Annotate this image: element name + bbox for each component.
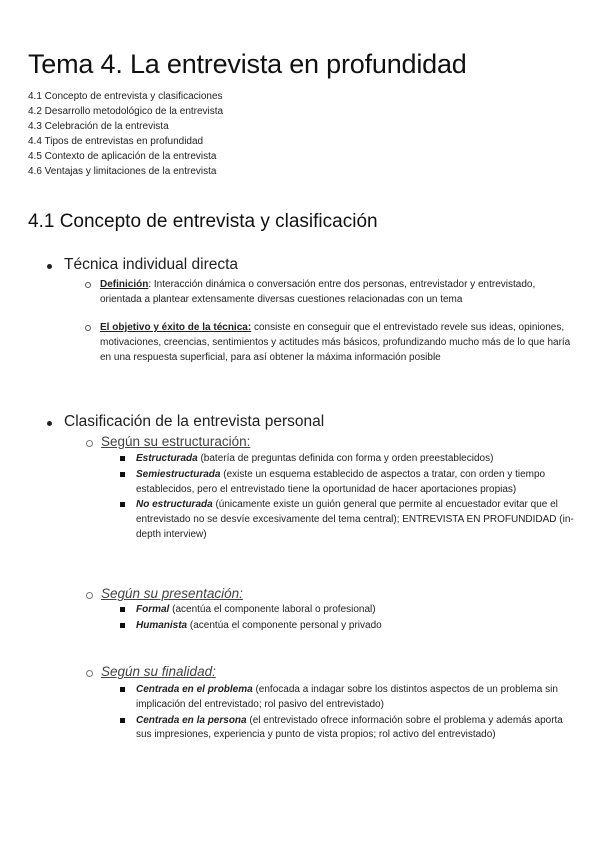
square-bullet-icon — [120, 607, 125, 612]
item-term: Centrada en el problema — [136, 684, 253, 695]
square-bullet-icon — [120, 687, 125, 692]
list-item — [136, 714, 576, 744]
item-term: Semiestructurada — [136, 468, 221, 480]
item-term: Centrada en la persona — [136, 714, 247, 726]
list-item — [136, 619, 576, 634]
item-desc: (únicamente existe un guión general que permite al encuestador evitar que el entrevistado no se desvíe excesivamente del tema central); ENTREVISTA EN PROFUNDIDAD (in-depth interview) — [136, 499, 574, 540]
objetivo-paragraph — [100, 321, 575, 365]
item-desc: (el entrevistado ofrece información sobre el problema y además aporta sus impresiones, experiencia y punto de vista propios; rol activo del entrevistado) — [136, 714, 563, 741]
objetivo-label: El objetivo y éxito de la técnica: — [100, 322, 252, 333]
toc-item: 4.6 Ventajas y limitaciones de la entrevista — [28, 166, 217, 177]
toc-item: 4.4 Tipos de entrevistas en profundidad — [28, 136, 204, 147]
toc-item: 4.3 Celebración de la entrevista — [28, 121, 169, 132]
hollow-bullet-icon — [86, 440, 93, 447]
square-bullet-icon — [120, 472, 125, 477]
bullet-clasificacion-label: Clasificación de la entrevista personal — [64, 413, 325, 430]
objetivo-text: consiste en conseguir que el entrevistado revele sus ideas, opiniones, motivaciones, creencias, sentimientos y actitudes más básicos, profundizando mucho más de lo que haría en una respuesta superficial, para así obtener la máxima información posible — [100, 322, 571, 363]
subhead-finalidad-label: Según su finalidad: — [101, 664, 216, 679]
square-bullet-icon — [120, 502, 125, 507]
definicion-text: : Interacción dinámica o conversación entre dos personas, entrevistador y entrevistado, orientada a plantear extensamente diversas cuestiones relacionadas con un tema — [100, 279, 536, 305]
list-item — [136, 452, 576, 467]
definicion-label: Definición — [100, 279, 149, 290]
hollow-bullet-icon — [85, 325, 91, 331]
subhead-presentacion-label: Según su presentación: — [101, 586, 243, 601]
item-desc: (batería de preguntas definida con forma y orden preestablecidos) — [197, 453, 494, 464]
item-desc: (enfocada a indagar sobre los distintos aspectos de un problema sin implicación del entrevistado; rol pasivo del entrevistado) — [136, 684, 558, 710]
list-item — [136, 603, 576, 618]
item-term: No estructurada — [136, 499, 213, 511]
toc-item: 4.1 Concepto de entrevista y clasificaciones — [28, 91, 223, 102]
toc-item: 4.2 Desarrollo metodológico de la entrevista — [28, 106, 224, 117]
bullet-dot-icon — [47, 264, 52, 269]
definicion-paragraph — [100, 278, 575, 308]
item-term: Estructurada — [136, 453, 198, 464]
table-of-contents — [28, 89, 223, 179]
hollow-bullet-icon — [86, 592, 93, 599]
list-item — [136, 683, 576, 713]
square-bullet-icon — [120, 623, 125, 628]
presentacion-list — [136, 603, 576, 635]
list-item — [136, 498, 576, 542]
square-bullet-icon — [120, 456, 125, 461]
item-desc: (acentúa el componente personal y privado — [187, 619, 382, 631]
estructuracion-list — [136, 452, 576, 544]
list-item — [136, 468, 576, 498]
section-heading: 4.1 Concepto de entrevista y clasificación — [28, 211, 378, 232]
item-desc: (existe un esquema establecido de aspectos a tratar, con orden y tiempo establecidos, pero el entrevistado tiene la oportunidad de hacer aportaciones propias) — [136, 468, 546, 495]
subhead-estructuracion-label: Según su estructuración: — [101, 434, 251, 449]
item-desc: (acentúa el componente laboral o profesional) — [169, 604, 376, 615]
hollow-bullet-icon — [86, 670, 93, 677]
bullet-dot-icon — [47, 421, 52, 426]
bullet-tecnica-label: Técnica individual directa — [64, 256, 239, 273]
toc-item: 4.5 Contexto de aplicación de la entrevista — [28, 151, 217, 162]
item-term: Formal — [136, 604, 170, 615]
document-title: Tema 4. La entrevista en profundidad — [28, 49, 467, 79]
square-bullet-icon — [120, 718, 125, 723]
item-term: Humanista — [136, 619, 188, 631]
finalidad-list — [136, 683, 576, 744]
hollow-bullet-icon — [85, 282, 91, 288]
